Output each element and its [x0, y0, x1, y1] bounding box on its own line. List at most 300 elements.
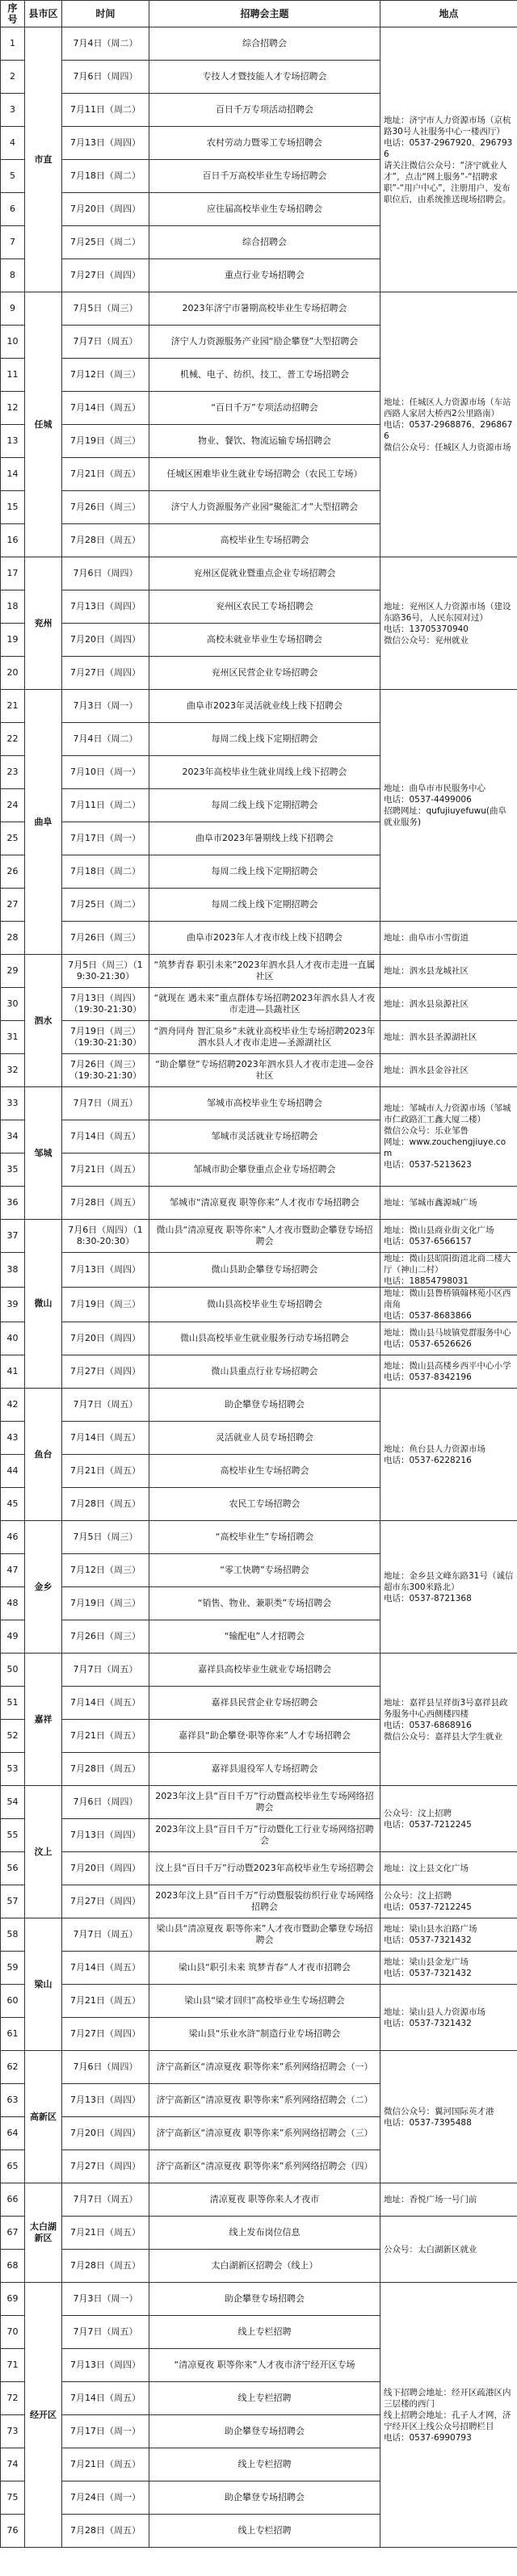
row-number: 23 [1, 756, 25, 789]
header-time: 时间 [62, 1, 149, 27]
row-number: 34 [1, 1120, 25, 1154]
fair-location: 地址：鱼台县人力资源市场 电话：0537-6228216 [380, 1389, 517, 1521]
fair-topic: 邹城市助企攀登重点企业专场招聘会 [149, 1154, 380, 1187]
header-no: 序号 [1, 1, 25, 27]
fair-location: 地址：泗水县圣源湖社区 [380, 1021, 517, 1054]
row-number: 16 [1, 524, 25, 557]
row-number: 31 [1, 1021, 25, 1054]
fair-time: 7月14日（周五） [62, 2382, 149, 2415]
table-row [1, 1288, 517, 1322]
fair-topic: 2023年高校毕业生就业周线上线下招聘会 [149, 756, 380, 789]
fair-time: 7月28日（周五） [62, 1187, 149, 1220]
fair-topic: 线上发布岗位信息 [149, 2217, 380, 2250]
fair-time: 7月25日（周二） [62, 226, 149, 259]
fair-topic: 梁山县“梁才回归”高校毕业生专场招聘会 [149, 1985, 380, 2018]
fair-topic: 每周二线上线下定期招聘会 [149, 789, 380, 822]
fair-time: 7月4日（周二） [62, 723, 149, 756]
fair-topic: 助企攀登专场招聘会 [149, 2415, 380, 2448]
row-number: 76 [1, 2515, 25, 2548]
fair-topic: 百日千万专项活动招聘会 [149, 94, 380, 127]
row-number: 27 [1, 889, 25, 922]
fair-topic: “输配电”人才招聘会 [149, 1620, 380, 1654]
row-number: 71 [1, 2349, 25, 2382]
fair-time: 7月4日（周二） [62, 27, 149, 61]
fair-location: 地址：金乡县文峰东路31号（诚信超市东300米路北） 电话：0537-8721368 [380, 1521, 517, 1654]
fair-time: 7月19日（周三） [62, 1288, 149, 1322]
fair-topic: “助企攀登”专场招聘2023年泗水县人才夜市走进—金谷社区 [149, 1054, 380, 1087]
fair-topic: 农民工专场招聘会 [149, 1488, 380, 1521]
header-topic: 招聘会主题 [149, 1, 380, 27]
fair-topic: 济宁高新区“清凉夏夜 职等你来”系列网络招聘会（四） [149, 2150, 380, 2183]
fair-time: 7月14日（周五） [62, 1422, 149, 1455]
row-number: 51 [1, 1687, 25, 1720]
table-row [1, 1389, 517, 1422]
fair-topic: 综合招聘会 [149, 27, 380, 61]
fair-topic: “泗舟同舟 智汇泉乡”未就业高校毕业生专场招聘2023年泗水县人才夜市走进—圣源湖社区 [149, 1021, 380, 1054]
fair-time: 7月25日（周二） [62, 889, 149, 922]
fair-topic: 助企攀登专场招聘会 [149, 1389, 380, 1422]
fair-topic: 嘉祥县退役军人专场招聘会 [149, 1753, 380, 1786]
fair-location: 地址：微山县马坡镇党群服务中心 电话：0537-6526626 [380, 1322, 517, 1355]
fair-location: 地址：曲阜市小雪街道 [380, 922, 517, 955]
fair-time: 7月28日（周五） [62, 2250, 149, 2283]
county-name: 嘉祥 [25, 1654, 62, 1786]
fair-time: 7月27日（周四） [62, 2018, 149, 2051]
fair-time: 7月18日（周二） [62, 855, 149, 889]
fair-time: 7月27日（周四） [62, 259, 149, 292]
fair-topic: 嘉祥县高校毕业生就业专场招聘会 [149, 1654, 380, 1687]
fair-location: 地址：泗水县龙城社区 [380, 955, 517, 988]
table-row [1, 922, 517, 955]
fair-time: 7月14日（周五） [62, 1120, 149, 1154]
row-number: 18 [1, 590, 25, 624]
row-number: 62 [1, 2051, 25, 2084]
fair-topic: 重点行业专场招聘会 [149, 259, 380, 292]
fair-time: 7月18日（周二） [62, 160, 149, 193]
fair-time: 7月27日（周四） [62, 1355, 149, 1389]
row-number: 58 [1, 1918, 25, 1952]
fair-topic: 高校未就业毕业生专场招聘会 [149, 624, 380, 657]
fair-time: 7月11日（周二） [62, 94, 149, 127]
row-number: 22 [1, 723, 25, 756]
fair-topic: 2023年汶上县“百日千万”行动暨化工行业专场网络招聘会 [149, 1819, 380, 1852]
fair-time: 7月28日（周五） [62, 1753, 149, 1786]
fair-topic: 每周二线上线下定期招聘会 [149, 723, 380, 756]
fair-topic: 2023年汶上县“百日千万”行动暨高校毕业生专场网络招聘会 [149, 1786, 380, 1819]
table-row [1, 1654, 517, 1687]
fair-topic: 济宁高新区“清凉夏夜 职等你来”系列网络招聘会（三） [149, 2117, 380, 2150]
fair-topic: 兖州区民营企业专场招聘会 [149, 657, 380, 690]
row-number: 72 [1, 2382, 25, 2415]
fair-topic: 线上专栏招聘 [149, 2316, 380, 2349]
fair-time: 7月19日（周三）（19:30-21:30） [62, 1021, 149, 1054]
table-row [1, 27, 517, 61]
row-number: 21 [1, 690, 25, 723]
fair-time: 7月27日（周四） [62, 2150, 149, 2183]
fair-topic: 高校毕业生专场招聘会 [149, 524, 380, 557]
fair-time: 7月6日（周四） [62, 2051, 149, 2084]
table-row [1, 988, 517, 1021]
table-row [1, 1355, 517, 1389]
table-row [1, 1521, 517, 1554]
fair-location: 地址：梁山县金龙广场 电话：0537-7321432 [380, 1952, 517, 1985]
fair-topic: “销售、物业、兼职类”专场招聘会 [149, 1587, 380, 1620]
table-row [1, 1918, 517, 1952]
fair-topic: 清凉夏夜 职等你来人才夜市 [149, 2183, 380, 2217]
row-number: 59 [1, 1952, 25, 1985]
fair-time: 7月17日（周一） [62, 2415, 149, 2448]
fair-topic: “就现在 遇未来”重点群体专场招聘2023年泗水县人才夜市走进—县蔬社区 [149, 988, 380, 1021]
fair-time: 7月21日（周五） [62, 458, 149, 491]
fair-time: 7月7日（周五） [62, 2316, 149, 2349]
fair-location: 地址：汶上县文化广场 [380, 1852, 517, 1885]
fair-time: 7月21日（周五） [62, 1154, 149, 1187]
fair-time: 7月27日（周四） [62, 657, 149, 690]
fair-location: 公众号：汶上招聘 电话：0537-7212245 [380, 1786, 517, 1852]
fair-time: 7月20日（周四） [62, 2117, 149, 2150]
row-number: 13 [1, 425, 25, 458]
table-row [1, 1885, 517, 1918]
row-number: 46 [1, 1521, 25, 1554]
fair-time: 7月21日（周五） [62, 2217, 149, 2250]
row-number: 69 [1, 2283, 25, 2316]
row-number: 8 [1, 259, 25, 292]
fair-topic: 机械、电子、纺织、技工、普工专场招聘会 [149, 359, 380, 392]
row-number: 55 [1, 1819, 25, 1852]
row-number: 44 [1, 1455, 25, 1488]
table-row [1, 1952, 517, 1985]
county-name: 梁山 [25, 1918, 62, 2051]
table-row [1, 557, 517, 590]
fair-location: 地址：微山县高楼乡西平中心小学 电话：0537-8342196 [380, 1355, 517, 1389]
row-number: 33 [1, 1087, 25, 1120]
fair-time: 7月6日（周四） [62, 557, 149, 590]
fair-time: 7月20日（周四） [62, 193, 149, 226]
fair-time: 7月7日（周五） [62, 1389, 149, 1422]
row-number: 66 [1, 2183, 25, 2217]
fair-topic: 邹城市“清凉夏夜 职等你来”人才夜市专场招聘会 [149, 1187, 380, 1220]
row-number: 20 [1, 657, 25, 690]
table-row [1, 1786, 517, 1819]
fair-topic: 任城区困难毕业生就业专场招聘会（农民工专场） [149, 458, 380, 491]
fair-time: 7月26日（周三） [62, 491, 149, 524]
row-number: 17 [1, 557, 25, 590]
fair-time: 7月14日（周五） [62, 1952, 149, 1985]
fair-time: 7月14日（周五） [62, 392, 149, 425]
row-number: 42 [1, 1389, 25, 1422]
row-number: 35 [1, 1154, 25, 1187]
fair-time: 7月21日（周五） [62, 2448, 149, 2481]
row-number: 1 [1, 27, 25, 61]
fair-time: 7月6日（周四） [62, 1786, 149, 1819]
fair-topic: 微山县“清凉夏夜 职等你来”人才夜市暨助企攀登专场招聘会 [149, 1220, 380, 1253]
table-row [1, 1322, 517, 1355]
row-number: 24 [1, 789, 25, 822]
table-row [1, 1087, 517, 1120]
fair-topic: 应往届高校毕业生专场招聘会 [149, 193, 380, 226]
fair-topic: 汶上县“百日千万”行动暨2023年高校毕业生专场招聘会 [149, 1852, 380, 1885]
fair-time: 7月5日（周三） [62, 1521, 149, 1554]
table-row [1, 1021, 517, 1054]
table-body [1, 27, 517, 2548]
row-number: 7 [1, 226, 25, 259]
fair-topic: 曲阜市2023年灵活就业线上线下招聘会 [149, 690, 380, 723]
fair-topic: 兖州区促就业暨重点企业专场招聘会 [149, 557, 380, 590]
fair-topic: 线上专栏招聘 [149, 2382, 380, 2415]
row-number: 6 [1, 193, 25, 226]
fair-topic: 微山县助企攀登专场招聘会 [149, 1253, 380, 1288]
table-row [1, 2183, 517, 2217]
fair-time: 7月13日（周四） [62, 2349, 149, 2382]
row-number: 45 [1, 1488, 25, 1521]
fair-topic: 济宁高新区“清凉夏夜 职等你来”系列网络招聘会（一） [149, 2051, 380, 2084]
fair-time: 7月20日（周四） [62, 1322, 149, 1355]
fair-topic: 2023年汶上县“百日千万”行动暨服装纺织行业专场网络招聘会 [149, 1885, 380, 1918]
fair-topic: 梁山县“清凉夏夜 职等你来”人才夜市暨助企攀登专场招聘会 [149, 1918, 380, 1952]
row-number: 36 [1, 1187, 25, 1220]
row-number: 37 [1, 1220, 25, 1253]
fair-time: 7月28日（周五） [62, 1488, 149, 1521]
fair-topic: 线上专栏招聘 [149, 2448, 380, 2481]
fair-time: 7月13日（周四） [62, 1253, 149, 1288]
fair-time: 7月26日（周三）（19:30-21:30） [62, 1054, 149, 1087]
fair-topic: 微山县重点行业专场招聘会 [149, 1355, 380, 1389]
row-number: 10 [1, 326, 25, 359]
fair-topic: “零工快聘”专场招聘会 [149, 1554, 380, 1587]
row-number: 43 [1, 1422, 25, 1455]
fair-location: 公众号：汶上招聘 电话：0537-7212245 [380, 1885, 517, 1918]
fair-time: 7月3日（周一） [62, 690, 149, 723]
table-row [1, 955, 517, 988]
fair-topic: 线上专栏招聘 [149, 2515, 380, 2548]
row-number: 65 [1, 2150, 25, 2183]
fair-time: 7月19日（周三） [62, 1587, 149, 1620]
fair-topic: 助企攀登专场招聘会 [149, 2283, 380, 2316]
row-number: 4 [1, 127, 25, 160]
row-number: 15 [1, 491, 25, 524]
row-number: 70 [1, 2316, 25, 2349]
row-number: 32 [1, 1054, 25, 1087]
fair-time: 7月24日（周一） [62, 2481, 149, 2515]
fair-time: 7月13日（周四） [62, 590, 149, 624]
row-number: 11 [1, 359, 25, 392]
fair-topic: 兖州区农民工专场招聘会 [149, 590, 380, 624]
fair-time: 7月19日（周三） [62, 425, 149, 458]
row-number: 67 [1, 2217, 25, 2250]
fair-topic: 太白湖新区招聘会（线上） [149, 2250, 380, 2283]
row-number: 53 [1, 1753, 25, 1786]
fair-topic: 专技人才暨技能人才专场招聘会 [149, 61, 380, 94]
table-row [1, 1253, 517, 1288]
fair-topic: 济宁人力资源服务产业园“聚能汇才”大型招聘会 [149, 491, 380, 524]
fair-time: 7月28日（周五） [62, 524, 149, 557]
fair-time: 7月7日（周五） [62, 1087, 149, 1120]
row-number: 40 [1, 1322, 25, 1355]
fair-topic: 嘉祥县“助企攀登·职等你来”人才专场招聘会 [149, 1720, 380, 1753]
fair-time: 7月5日（周三） [62, 292, 149, 326]
fair-topic: 助企攀登专场招聘会 [149, 2481, 380, 2515]
fair-location: 地址：邹城市人力资源市场（邹城市仁政路汇工鑫大厦二楼） 微信公众号：乐业邹鲁 网址：www.zouchengjiuye.com 电话：0537-5213623 [380, 1087, 517, 1187]
table-row [1, 292, 517, 326]
fair-location: 地址：微山县昭阳街道北商二楼大厅（神山二村） 电话：18854798031 [380, 1253, 517, 1288]
row-number: 56 [1, 1852, 25, 1885]
fair-time: 7月13日（周四）（19:30-21:30） [62, 988, 149, 1021]
county-name: 任城 [25, 292, 62, 557]
row-number: 63 [1, 2084, 25, 2117]
row-number: 14 [1, 458, 25, 491]
fair-topic: 综合招聘会 [149, 226, 380, 259]
row-number: 50 [1, 1654, 25, 1687]
county-name: 兖州 [25, 557, 62, 690]
fair-topic: “清凉夏夜 职等你来”人才夜市济宁经开区专场 [149, 2349, 380, 2382]
fair-location: 公众号：太白湖新区就业 [380, 2217, 517, 2283]
row-number: 2 [1, 61, 25, 94]
fair-location: 地址：梁山县水泊路广场 电话：0537-7321432 [380, 1918, 517, 1952]
county-name: 鱼台 [25, 1389, 62, 1521]
fair-topic: 农村劳动力暨零工专场招聘会 [149, 127, 380, 160]
county-name: 市直 [25, 27, 62, 292]
table-row [1, 1220, 517, 1253]
fair-time: 7月21日（周五） [62, 1985, 149, 2018]
fair-time: 7月13日（周四） [62, 1819, 149, 1852]
fair-topic: 2023年济宁市暑期高校毕业生专场招聘会 [149, 292, 380, 326]
row-number: 49 [1, 1620, 25, 1654]
fair-location: 地址：邹城市鑫源城广场 [380, 1187, 517, 1220]
fair-time: 7月20日（周四） [62, 624, 149, 657]
row-number: 30 [1, 988, 25, 1021]
fair-time: 7月13日（周四） [62, 127, 149, 160]
fair-topic: 嘉祥县民营企业专场招聘会 [149, 1687, 380, 1720]
county-name: 曲阜 [25, 690, 62, 955]
row-number: 61 [1, 2018, 25, 2051]
fair-topic: 百日千万高校毕业生专场招聘会 [149, 160, 380, 193]
fair-time: 7月14日（周五） [62, 1687, 149, 1720]
fair-time: 7月7日（周五） [62, 1654, 149, 1687]
fair-time: 7月21日（周五） [62, 1720, 149, 1753]
fair-time: 7月26日（周三） [62, 922, 149, 955]
fair-location: 地址：任城区人力资源市场（车站西路人家居大桥西2公里路南） 电话：0537-2968876、2968676 微信公众号：任城区人力资源市场 [380, 292, 517, 557]
fair-topic: 济宁高新区“清凉夏夜 职等你来”系列网络招聘会（二） [149, 2084, 380, 2117]
row-number: 41 [1, 1355, 25, 1389]
fair-location: 地址：泗水县金谷社区 [380, 1054, 517, 1087]
fair-time: 7月3日（周一） [62, 2283, 149, 2316]
fair-location: 地址：香悦广场一号门前 [380, 2183, 517, 2217]
fair-time: 7月21日（周五） [62, 1455, 149, 1488]
county-name: 汶上 [25, 1786, 62, 1918]
fair-time: 7月17日（周一） [62, 822, 149, 855]
fair-time: 7月5日（周三）（19:30-21:30） [62, 955, 149, 988]
fair-time: 7月12日（周三） [62, 1554, 149, 1587]
table-row [1, 1187, 517, 1220]
county-name: 太白湖新区 [25, 2183, 62, 2283]
row-number: 64 [1, 2117, 25, 2150]
fair-time: 7月20日（周四） [62, 1852, 149, 1885]
fair-topic: 曲阜市2023年人才夜市线上线下招聘会 [149, 922, 380, 955]
fair-location: 地址：微山县商业街文化广场 电话：0537-6566157 [380, 1220, 517, 1253]
fair-topic: 邹城市高校毕业生专场招聘会 [149, 1087, 380, 1120]
fair-location: 微信公众号：翼河国际英才港 电话：0537-7395488 [380, 2051, 517, 2183]
fair-time: 7月7日（周五） [62, 1918, 149, 1952]
fair-topic: 微山县高校毕业生专场招聘会 [149, 1288, 380, 1322]
fair-topic: “高校毕业生”专场招聘会 [149, 1521, 380, 1554]
fair-topic: 物业、餐饮、物流运输专场招聘会 [149, 425, 380, 458]
row-number: 57 [1, 1885, 25, 1918]
header-place: 地点 [380, 1, 517, 27]
fair-topic: 梁山县“乐业水浒”制造行业专场招聘会 [149, 2018, 380, 2051]
row-number: 68 [1, 2250, 25, 2283]
fair-topic: 高校毕业生专场招聘会 [149, 1455, 380, 1488]
fair-topic: 每周二线上线下定期招聘会 [149, 889, 380, 922]
row-number: 54 [1, 1786, 25, 1819]
table-row [1, 1852, 517, 1885]
fair-topic: 梁山县“职引未来 筑梦青春”人才夜市招聘会 [149, 1952, 380, 1985]
row-number: 74 [1, 2448, 25, 2481]
row-number: 39 [1, 1288, 25, 1322]
fair-topic: “筑梦青春 职引未来”2023年泗水县人才夜市走进一直属社区 [149, 955, 380, 988]
header-county: 县市区 [25, 1, 62, 27]
row-number: 48 [1, 1587, 25, 1620]
county-name: 经开区 [25, 2283, 62, 2548]
fair-topic: 济宁人力资源服务产业园“励企攀登”大型招聘会 [149, 326, 380, 359]
row-number: 73 [1, 2415, 25, 2448]
table-row [1, 1985, 517, 2018]
county-name: 微山 [25, 1220, 62, 1389]
fair-location: 地址：泗水县泉源社区 [380, 988, 517, 1021]
fair-location: 地址：嘉祥县呈祥街3号嘉祥县政务服务中心西侧楼四楼 电话：0537-6868916 微信公众号：嘉祥县大学生就业 [380, 1654, 517, 1786]
table-header-row [1, 1, 517, 27]
fair-time: 7月27日（周四） [62, 1885, 149, 1918]
table-row [1, 2283, 517, 2316]
row-number: 9 [1, 292, 25, 326]
fair-time: 7月6日（周四）（18:30-20:30） [62, 1220, 149, 1253]
fair-time: 7月11日（周二） [62, 789, 149, 822]
row-number: 38 [1, 1253, 25, 1288]
row-number: 52 [1, 1720, 25, 1753]
fair-time: 7月28日（周五） [62, 2515, 149, 2548]
fair-topic: “百日千万”专项活动招聘会 [149, 392, 380, 425]
row-number: 5 [1, 160, 25, 193]
row-number: 26 [1, 855, 25, 889]
table-row [1, 2051, 517, 2084]
fair-time: 7月7日（周五） [62, 326, 149, 359]
fair-topic: 微山县高校毕业生就业服务行动专场招聘会 [149, 1322, 380, 1355]
row-number: 19 [1, 624, 25, 657]
fair-location: 地址：兖州区人力资源市场（建设东路36号，人民东园对过） 电话：13705370940 微信公众号：兖州就业 [380, 557, 517, 690]
fair-time: 7月12日（周三） [62, 359, 149, 392]
fair-time: 7月13日（周四） [62, 2084, 149, 2117]
row-number: 12 [1, 392, 25, 425]
county-name: 邹城 [25, 1087, 62, 1220]
fair-time: 7月6日（周四） [62, 61, 149, 94]
fair-topic: 灵活就业人员专场招聘会 [149, 1422, 380, 1455]
fair-time: 7月10日（周一） [62, 756, 149, 789]
fair-location: 地址：梁山县人力资源市场 电话：0537-7321432 [380, 1985, 517, 2051]
fair-time: 7月26日（周三） [62, 1620, 149, 1654]
table-row [1, 1054, 517, 1087]
fair-location: 线下招聘会地址：经开区疏港区内三层楼的西门 线上招聘会地址：孔子人才网，济宁经开区上线公众号招聘栏目 电话：0537-6990793 [380, 2283, 517, 2548]
fair-topic: 邹城市灵活就业专场招聘会 [149, 1120, 380, 1154]
row-number: 60 [1, 1985, 25, 2018]
county-name: 金乡 [25, 1521, 62, 1654]
county-name: 泗水 [25, 955, 62, 1087]
row-number: 47 [1, 1554, 25, 1587]
row-number: 3 [1, 94, 25, 127]
fair-time: 7月7日（周五） [62, 2183, 149, 2217]
fair-topic: 每周二线上线下定期招聘会 [149, 855, 380, 889]
row-number: 28 [1, 922, 25, 955]
table-row [1, 690, 517, 723]
fair-location: 地址：济宁市人力资源市场（京杭路30号人社服务中心一楼西厅） 电话：0537-2967920、2967936 请关注微信公众号：“济宁就业人才”，点击“网上服务”-“招聘求职”-“用户中心”，注册用户、发布职位后，由系统推送现场招聘会。 [380, 27, 517, 292]
